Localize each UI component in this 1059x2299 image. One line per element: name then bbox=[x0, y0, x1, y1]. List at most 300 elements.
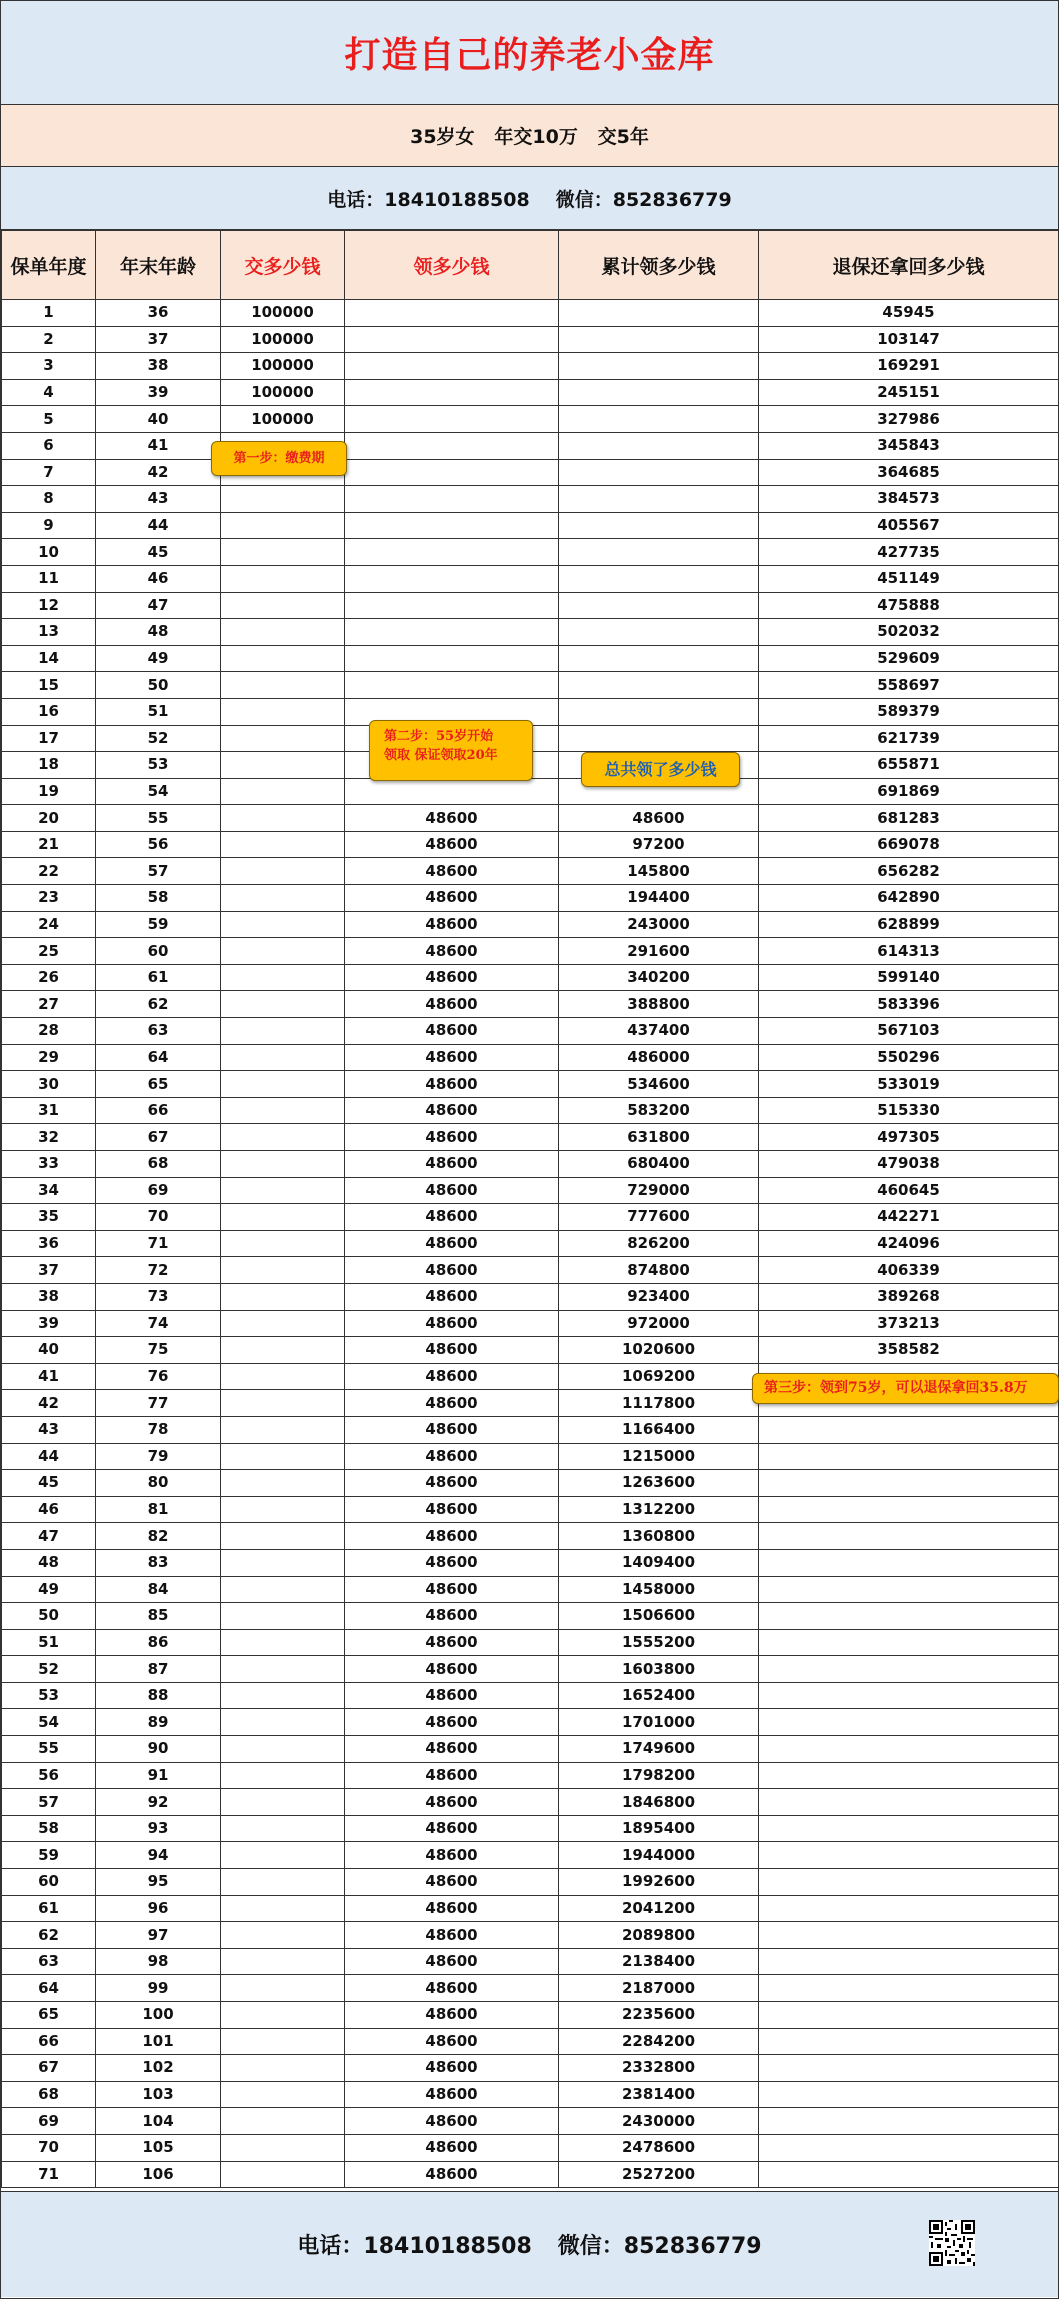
age-cell: 68 bbox=[96, 1151, 221, 1178]
cumulative-cell bbox=[559, 432, 759, 459]
table-row bbox=[2, 1576, 1059, 1603]
table-row bbox=[2, 1018, 1059, 1045]
cumulative-cell: 826200 bbox=[559, 1230, 759, 1257]
age-cell: 48 bbox=[96, 619, 221, 646]
premium-cell bbox=[221, 1975, 345, 2002]
table-row bbox=[2, 486, 1059, 513]
cumulative-cell: 2430000 bbox=[559, 2108, 759, 2135]
payout-cell bbox=[345, 512, 559, 539]
payout-cell: 48600 bbox=[345, 2002, 559, 2029]
age-cell: 95 bbox=[96, 1869, 221, 1896]
surrender-cell bbox=[759, 1682, 1059, 1709]
age-cell: 73 bbox=[96, 1283, 221, 1310]
premium-cell bbox=[221, 1922, 345, 1949]
age-cell: 106 bbox=[96, 2161, 221, 2188]
policy-year-cell: 59 bbox=[2, 1842, 96, 1869]
premium-cell bbox=[221, 1629, 345, 1656]
col-premium: 交多少钱 bbox=[221, 231, 345, 300]
surrender-cell bbox=[759, 1762, 1059, 1789]
table-row bbox=[2, 938, 1059, 965]
subtitle-band bbox=[1, 105, 1058, 167]
premium-cell bbox=[221, 1789, 345, 1816]
premium-cell bbox=[221, 1470, 345, 1497]
policy-year-cell: 67 bbox=[2, 2055, 96, 2082]
payout-cell: 48600 bbox=[345, 1789, 559, 1816]
premium-cell: 100000 bbox=[221, 326, 345, 353]
premium-cell: 100000 bbox=[221, 300, 345, 327]
policy-year-cell: 5 bbox=[2, 406, 96, 433]
step2-text-line2: 领取 保证领取20年 bbox=[384, 748, 498, 763]
payout-cell: 48600 bbox=[345, 1895, 559, 1922]
table-row bbox=[2, 1975, 1059, 2002]
cumulative-cell bbox=[559, 512, 759, 539]
age-cell: 43 bbox=[96, 486, 221, 513]
table-row bbox=[2, 778, 1059, 805]
payout-cell: 48600 bbox=[345, 1869, 559, 1896]
payout-cell bbox=[345, 379, 559, 406]
cumulative-cell: 1944000 bbox=[559, 1842, 759, 1869]
cumulative-cell: 194400 bbox=[559, 885, 759, 912]
policy-year-cell: 7 bbox=[2, 459, 96, 486]
payout-cell: 48600 bbox=[345, 1044, 559, 1071]
col-policy-year: 保单年度 bbox=[2, 231, 96, 300]
premium-cell bbox=[221, 1018, 345, 1045]
surrender-cell bbox=[759, 1549, 1059, 1576]
table-row bbox=[2, 1629, 1059, 1656]
premium-cell bbox=[221, 1071, 345, 1098]
surrender-cell: 669078 bbox=[759, 831, 1059, 858]
surrender-cell bbox=[759, 2161, 1059, 2188]
payout-cell: 48600 bbox=[345, 2055, 559, 2082]
cumulative-cell bbox=[559, 645, 759, 672]
surrender-cell bbox=[759, 1789, 1059, 1816]
surrender-cell bbox=[759, 2134, 1059, 2161]
surrender-cell bbox=[759, 1496, 1059, 1523]
surrender-cell: 589379 bbox=[759, 698, 1059, 725]
policy-table bbox=[1, 230, 1059, 2188]
premium-cell bbox=[221, 2108, 345, 2135]
premium-cell bbox=[221, 619, 345, 646]
cumulative-cell: 97200 bbox=[559, 831, 759, 858]
table-row bbox=[2, 1682, 1059, 1709]
age-cell: 102 bbox=[96, 2055, 221, 2082]
table-row bbox=[2, 1842, 1059, 1869]
policy-year-cell: 49 bbox=[2, 1576, 96, 1603]
cumulative-cell bbox=[559, 379, 759, 406]
payout-cell: 48600 bbox=[345, 1762, 559, 1789]
payout-cell: 48600 bbox=[345, 1204, 559, 1231]
table-row bbox=[2, 911, 1059, 938]
cumulative-cell: 2089800 bbox=[559, 1922, 759, 1949]
cumulative-cell: 2138400 bbox=[559, 1948, 759, 1975]
premium-cell bbox=[221, 1044, 345, 1071]
cumulative-cell: 1117800 bbox=[559, 1390, 759, 1417]
total-callout bbox=[581, 752, 740, 787]
surrender-cell: 424096 bbox=[759, 1230, 1059, 1257]
surrender-cell: 389268 bbox=[759, 1283, 1059, 1310]
payout-cell bbox=[345, 459, 559, 486]
step1-text: 第一步：缴费期 bbox=[233, 451, 325, 466]
table-row bbox=[2, 2028, 1059, 2055]
policy-year-cell: 4 bbox=[2, 379, 96, 406]
table-row bbox=[2, 565, 1059, 592]
payout-cell: 48600 bbox=[345, 1257, 559, 1284]
policy-year-cell: 1 bbox=[2, 300, 96, 327]
premium-cell bbox=[221, 1523, 345, 1550]
surrender-cell: 550296 bbox=[759, 1044, 1059, 1071]
policy-year-cell: 10 bbox=[2, 539, 96, 566]
age-cell: 52 bbox=[96, 725, 221, 752]
payout-cell: 48600 bbox=[345, 2081, 559, 2108]
surrender-cell bbox=[759, 1576, 1059, 1603]
policy-year-cell: 48 bbox=[2, 1549, 96, 1576]
table-row bbox=[2, 645, 1059, 672]
contact-band bbox=[1, 167, 1058, 230]
payout-cell: 48600 bbox=[345, 1842, 559, 1869]
policy-year-cell: 21 bbox=[2, 831, 96, 858]
payout-cell bbox=[345, 778, 559, 805]
age-cell: 71 bbox=[96, 1230, 221, 1257]
table-row bbox=[2, 1736, 1059, 1763]
table-body bbox=[2, 300, 1059, 2188]
age-cell: 42 bbox=[96, 459, 221, 486]
premium-cell bbox=[221, 991, 345, 1018]
age-cell: 90 bbox=[96, 1736, 221, 1763]
table-row bbox=[2, 1151, 1059, 1178]
age-cell: 89 bbox=[96, 1709, 221, 1736]
surrender-cell: 345843 bbox=[759, 432, 1059, 459]
col-age: 年末年龄 bbox=[96, 231, 221, 300]
premium-cell bbox=[221, 938, 345, 965]
premium-cell bbox=[221, 964, 345, 991]
surrender-cell: 327986 bbox=[759, 406, 1059, 433]
cumulative-cell: 1992600 bbox=[559, 1869, 759, 1896]
cumulative-cell: 1458000 bbox=[559, 1576, 759, 1603]
premium-cell bbox=[221, 512, 345, 539]
cumulative-cell: 923400 bbox=[559, 1283, 759, 1310]
policy-year-cell: 58 bbox=[2, 1815, 96, 1842]
payout-cell bbox=[345, 432, 559, 459]
surrender-cell: 475888 bbox=[759, 592, 1059, 619]
surrender-cell: 45945 bbox=[759, 300, 1059, 327]
age-cell: 37 bbox=[96, 326, 221, 353]
premium-cell bbox=[221, 1815, 345, 1842]
footer-phone-text: 电话：18410188508 bbox=[297, 2234, 532, 2259]
surrender-cell: 479038 bbox=[759, 1151, 1059, 1178]
cumulative-cell bbox=[559, 459, 759, 486]
footer-band bbox=[1, 2191, 1058, 2297]
premium-cell bbox=[221, 1496, 345, 1523]
policy-year-cell: 64 bbox=[2, 1975, 96, 2002]
payout-cell: 48600 bbox=[345, 1736, 559, 1763]
cumulative-cell: 534600 bbox=[559, 1071, 759, 1098]
age-cell: 83 bbox=[96, 1549, 221, 1576]
surrender-cell: 656282 bbox=[759, 858, 1059, 885]
table-row bbox=[2, 2081, 1059, 2108]
premium-cell bbox=[221, 1177, 345, 1204]
premium-cell bbox=[221, 2161, 345, 2188]
payout-cell: 48600 bbox=[345, 1416, 559, 1443]
phone-text: 电话：18410188508 bbox=[327, 188, 530, 211]
table-row bbox=[2, 1549, 1059, 1576]
payout-cell: 48600 bbox=[345, 885, 559, 912]
surrender-cell bbox=[759, 2055, 1059, 2082]
policy-year-cell: 3 bbox=[2, 353, 96, 380]
premium-cell bbox=[221, 698, 345, 725]
policy-year-cell: 41 bbox=[2, 1363, 96, 1390]
premium-cell bbox=[221, 1736, 345, 1763]
premium-cell bbox=[221, 592, 345, 619]
age-cell: 39 bbox=[96, 379, 221, 406]
premium-cell bbox=[221, 752, 345, 779]
policy-year-cell: 39 bbox=[2, 1310, 96, 1337]
table-row bbox=[2, 1443, 1059, 1470]
payout-cell bbox=[345, 406, 559, 433]
surrender-cell bbox=[759, 1842, 1059, 1869]
premium-cell bbox=[221, 1709, 345, 1736]
surrender-cell: 515330 bbox=[759, 1097, 1059, 1124]
surrender-cell: 364685 bbox=[759, 459, 1059, 486]
premium-cell bbox=[221, 885, 345, 912]
cumulative-cell bbox=[559, 672, 759, 699]
step1-callout bbox=[211, 441, 347, 476]
premium-cell bbox=[221, 911, 345, 938]
policy-year-cell: 53 bbox=[2, 1682, 96, 1709]
surrender-cell: 614313 bbox=[759, 938, 1059, 965]
premium-cell bbox=[221, 539, 345, 566]
step2-callout bbox=[369, 720, 533, 781]
cumulative-cell: 631800 bbox=[559, 1124, 759, 1151]
premium-cell bbox=[221, 645, 345, 672]
policy-year-cell: 69 bbox=[2, 2108, 96, 2135]
table-row bbox=[2, 805, 1059, 832]
surrender-cell: 655871 bbox=[759, 752, 1059, 779]
surrender-cell bbox=[759, 1815, 1059, 1842]
table-row bbox=[2, 964, 1059, 991]
premium-cell: 100000 bbox=[221, 406, 345, 433]
cumulative-cell: 2527200 bbox=[559, 2161, 759, 2188]
policy-year-cell: 55 bbox=[2, 1736, 96, 1763]
surrender-cell: 406339 bbox=[759, 1257, 1059, 1284]
policy-year-cell: 27 bbox=[2, 991, 96, 1018]
age-cell: 96 bbox=[96, 1895, 221, 1922]
age-cell: 103 bbox=[96, 2081, 221, 2108]
table-row bbox=[2, 1097, 1059, 1124]
table-row bbox=[2, 1204, 1059, 1231]
cumulative-cell: 1895400 bbox=[559, 1815, 759, 1842]
surrender-cell bbox=[759, 1629, 1059, 1656]
cumulative-cell: 291600 bbox=[559, 938, 759, 965]
cumulative-cell: 680400 bbox=[559, 1151, 759, 1178]
surrender-cell: 558697 bbox=[759, 672, 1059, 699]
surrender-cell: 442271 bbox=[759, 1204, 1059, 1231]
age-cell: 81 bbox=[96, 1496, 221, 1523]
premium-cell bbox=[221, 1869, 345, 1896]
payout-cell: 48600 bbox=[345, 1975, 559, 2002]
cumulative-cell bbox=[559, 725, 759, 752]
cumulative-cell bbox=[559, 300, 759, 327]
payout-cell bbox=[345, 565, 559, 592]
table-row bbox=[2, 2134, 1059, 2161]
premium-cell bbox=[221, 858, 345, 885]
table-row bbox=[2, 1257, 1059, 1284]
age-cell: 69 bbox=[96, 1177, 221, 1204]
surrender-cell bbox=[759, 2081, 1059, 2108]
table-row bbox=[2, 1044, 1059, 1071]
cumulative-cell: 2187000 bbox=[559, 1975, 759, 2002]
age-cell: 47 bbox=[96, 592, 221, 619]
surrender-cell bbox=[759, 1443, 1059, 1470]
cumulative-cell: 1506600 bbox=[559, 1603, 759, 1630]
payout-cell: 48600 bbox=[345, 1230, 559, 1257]
policy-year-cell: 26 bbox=[2, 964, 96, 991]
payout-cell bbox=[345, 672, 559, 699]
age-cell: 63 bbox=[96, 1018, 221, 1045]
cumulative-cell: 1749600 bbox=[559, 1736, 759, 1763]
age-cell: 104 bbox=[96, 2108, 221, 2135]
surrender-cell: 169291 bbox=[759, 353, 1059, 380]
table-row bbox=[2, 1310, 1059, 1337]
payout-cell: 48600 bbox=[345, 2028, 559, 2055]
cumulative-cell bbox=[559, 353, 759, 380]
col-surrender: 退保还拿回多少钱 bbox=[759, 231, 1059, 300]
age-cell: 87 bbox=[96, 1656, 221, 1683]
table-row bbox=[2, 2055, 1059, 2082]
payout-cell: 48600 bbox=[345, 1496, 559, 1523]
age-cell: 74 bbox=[96, 1310, 221, 1337]
cumulative-cell: 1409400 bbox=[559, 1549, 759, 1576]
surrender-cell bbox=[759, 1416, 1059, 1443]
policy-year-cell: 37 bbox=[2, 1257, 96, 1284]
policy-year-cell: 6 bbox=[2, 432, 96, 459]
cumulative-cell: 972000 bbox=[559, 1310, 759, 1337]
table-row bbox=[2, 592, 1059, 619]
age-cell: 93 bbox=[96, 1815, 221, 1842]
premium-cell bbox=[221, 831, 345, 858]
cumulative-cell bbox=[559, 539, 759, 566]
policy-year-cell: 22 bbox=[2, 858, 96, 885]
policy-year-cell: 28 bbox=[2, 1018, 96, 1045]
age-cell: 66 bbox=[96, 1097, 221, 1124]
age-cell: 82 bbox=[96, 1523, 221, 1550]
premium-cell bbox=[221, 565, 345, 592]
policy-year-cell: 29 bbox=[2, 1044, 96, 1071]
payout-cell: 48600 bbox=[345, 1470, 559, 1497]
table-row bbox=[2, 432, 1059, 459]
table-row bbox=[2, 1789, 1059, 1816]
policy-year-cell: 52 bbox=[2, 1656, 96, 1683]
table-row bbox=[2, 2161, 1059, 2188]
surrender-cell: 583396 bbox=[759, 991, 1059, 1018]
qr-code-icon bbox=[929, 2220, 975, 2266]
surrender-cell: 245151 bbox=[759, 379, 1059, 406]
age-cell: 50 bbox=[96, 672, 221, 699]
payout-cell: 48600 bbox=[345, 1576, 559, 1603]
policy-year-cell: 12 bbox=[2, 592, 96, 619]
cumulative-cell: 437400 bbox=[559, 1018, 759, 1045]
policy-year-cell: 54 bbox=[2, 1709, 96, 1736]
policy-year-cell: 24 bbox=[2, 911, 96, 938]
surrender-cell: 384573 bbox=[759, 486, 1059, 513]
policy-year-cell: 17 bbox=[2, 725, 96, 752]
col-payout: 领多少钱 bbox=[345, 231, 559, 300]
cumulative-cell: 2332800 bbox=[559, 2055, 759, 2082]
table-row bbox=[2, 672, 1059, 699]
age-cell: 101 bbox=[96, 2028, 221, 2055]
age-cell: 85 bbox=[96, 1603, 221, 1630]
age-cell: 49 bbox=[96, 645, 221, 672]
age-cell: 67 bbox=[96, 1124, 221, 1151]
payout-cell: 48600 bbox=[345, 1337, 559, 1364]
policy-year-cell: 38 bbox=[2, 1283, 96, 1310]
premium-cell bbox=[221, 1390, 345, 1417]
cumulative-cell: 1846800 bbox=[559, 1789, 759, 1816]
surrender-cell bbox=[759, 1869, 1059, 1896]
premium-cell bbox=[221, 1363, 345, 1390]
table-row bbox=[2, 512, 1059, 539]
surrender-cell: 427735 bbox=[759, 539, 1059, 566]
payout-cell bbox=[345, 486, 559, 513]
table-row bbox=[2, 1869, 1059, 1896]
payout-cell: 48600 bbox=[345, 2161, 559, 2188]
policy-year-cell: 34 bbox=[2, 1177, 96, 1204]
policy-year-cell: 66 bbox=[2, 2028, 96, 2055]
payout-cell: 48600 bbox=[345, 2108, 559, 2135]
payout-cell: 48600 bbox=[345, 1177, 559, 1204]
cumulative-cell: 583200 bbox=[559, 1097, 759, 1124]
cumulative-cell: 340200 bbox=[559, 964, 759, 991]
surrender-cell: 533019 bbox=[759, 1071, 1059, 1098]
surrender-cell bbox=[759, 2108, 1059, 2135]
table-row bbox=[2, 1177, 1059, 1204]
cumulative-cell: 2478600 bbox=[559, 2134, 759, 2161]
table-row bbox=[2, 406, 1059, 433]
premium-cell bbox=[221, 1603, 345, 1630]
table-row bbox=[2, 1470, 1059, 1497]
surrender-cell: 628899 bbox=[759, 911, 1059, 938]
table-row bbox=[2, 2108, 1059, 2135]
cumulative-cell: 1020600 bbox=[559, 1337, 759, 1364]
table-row bbox=[2, 1895, 1059, 1922]
surrender-cell: 451149 bbox=[759, 565, 1059, 592]
payout-cell: 48600 bbox=[345, 1124, 559, 1151]
age-cell: 53 bbox=[96, 752, 221, 779]
age-cell: 64 bbox=[96, 1044, 221, 1071]
age-cell: 86 bbox=[96, 1629, 221, 1656]
age-cell: 70 bbox=[96, 1204, 221, 1231]
table-row bbox=[2, 1230, 1059, 1257]
payout-cell: 48600 bbox=[345, 991, 559, 1018]
cumulative-cell: 1798200 bbox=[559, 1762, 759, 1789]
cumulative-cell: 145800 bbox=[559, 858, 759, 885]
policy-year-cell: 63 bbox=[2, 1948, 96, 1975]
premium-cell bbox=[221, 1842, 345, 1869]
premium-cell bbox=[221, 1283, 345, 1310]
age-cell: 56 bbox=[96, 831, 221, 858]
age-cell: 62 bbox=[96, 991, 221, 1018]
surrender-cell: 529609 bbox=[759, 645, 1059, 672]
policy-year-cell: 14 bbox=[2, 645, 96, 672]
premium-cell bbox=[221, 805, 345, 832]
policy-year-cell: 30 bbox=[2, 1071, 96, 1098]
table-row bbox=[2, 379, 1059, 406]
step2-text-line1: 第二步：55岁开始 bbox=[384, 729, 494, 744]
premium-cell bbox=[221, 2028, 345, 2055]
cumulative-cell: 243000 bbox=[559, 911, 759, 938]
table-row bbox=[2, 991, 1059, 1018]
cumulative-cell: 729000 bbox=[559, 1177, 759, 1204]
surrender-cell bbox=[759, 1895, 1059, 1922]
